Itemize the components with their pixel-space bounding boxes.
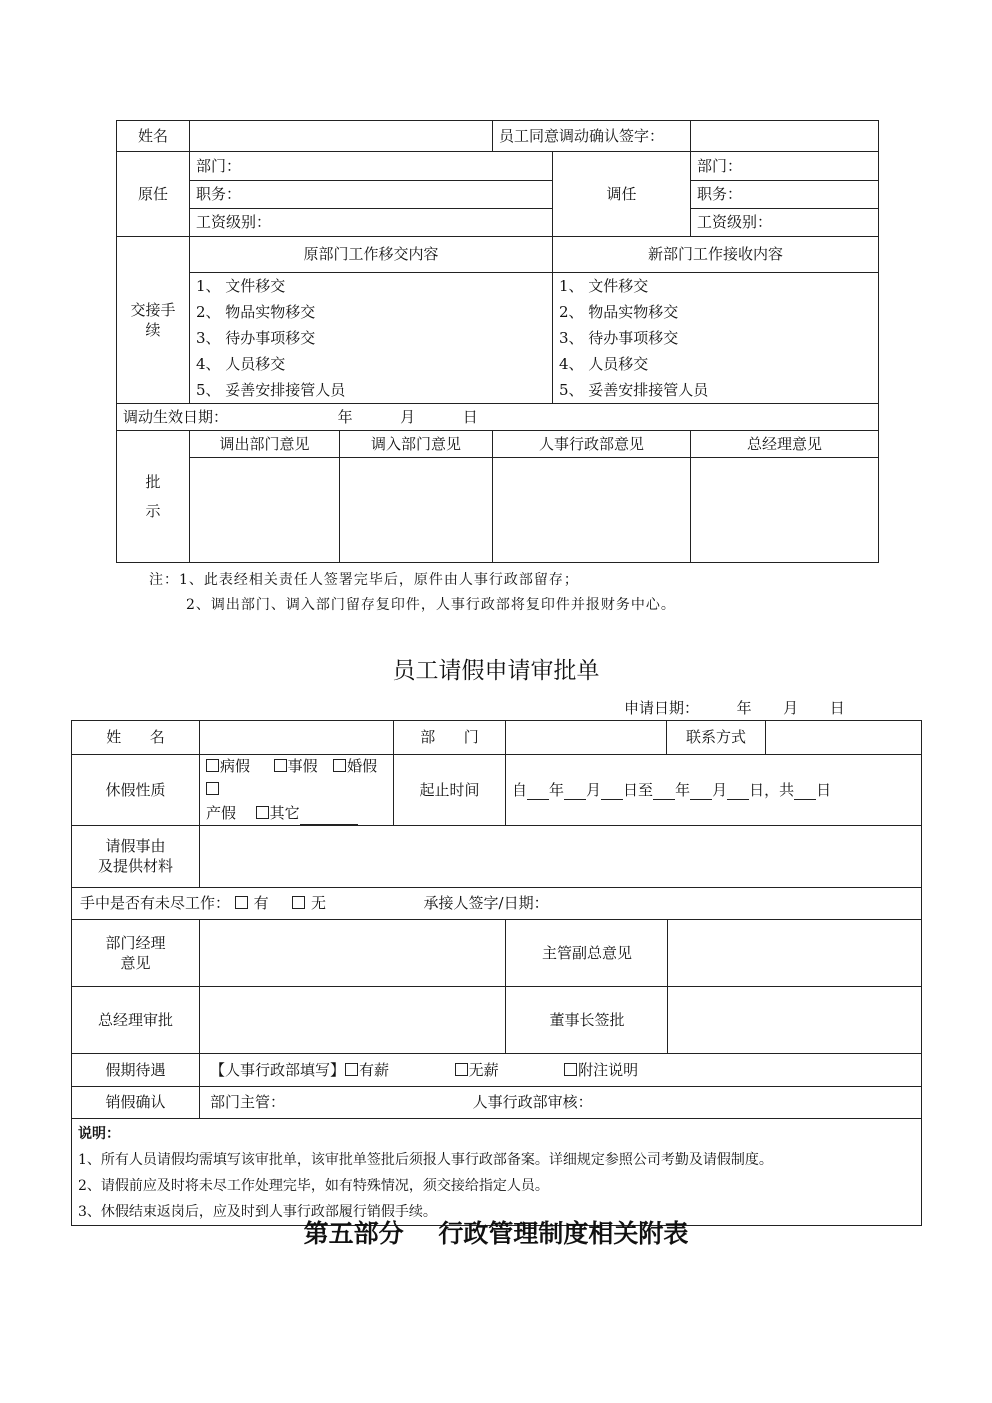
list-item: 4、 人员移交 [559,355,649,373]
checkbox-remark[interactable] [564,1063,577,1076]
leave-name-label: 姓 名 [72,721,200,755]
explanation-box [72,1118,922,1225]
cancel-label: 销假确认 [72,1086,200,1118]
leave-type-options: 病假 事假 婚假 产假 其它 [200,755,394,826]
new-position-field[interactable]: 职务： [691,181,878,209]
effective-date-label: 调动生效日期： [123,407,229,426]
opinion-in-header: 调入部门意见 [340,431,493,458]
checkbox-has[interactable] [235,896,248,909]
original-dept-field[interactable]: 部门： [190,153,552,181]
successor-label: 承接人签字/日期： [423,894,549,913]
orig-handover-title: 原部门工作移交内容 [190,237,553,273]
handover-label: 交接手 续 [117,237,190,404]
list-item: 1、 文件移交 [559,277,649,295]
transfer-note-2: 2、调出部门、调入部门留存复印件，人事行政部将复印件并报财务中心。 [186,597,676,613]
reason-label: 请假事由 及提供材料 [72,825,200,887]
checkbox-unpaid[interactable] [455,1063,468,1076]
chairman-label: 董事长签批 [505,987,668,1053]
checkbox[interactable] [206,759,219,772]
treatment-options: 【人事行政部填写】 有薪 无薪 附注说明 [200,1053,922,1086]
list-item: 3、 待办事项移交 [559,329,679,347]
treatment-label: 假期待遇 [72,1053,200,1086]
opinion-out-field[interactable] [190,458,340,563]
section-heading: 第五部分 行政管理制度相关附表 [303,1219,689,1248]
leave-dept-label: 部 门 [394,721,506,755]
opinion-in-field[interactable] [340,458,493,563]
checkbox[interactable] [206,782,219,795]
name-label: 姓名 [117,121,190,152]
leave-form-title: 员工请假申请审批单 [392,658,600,684]
period-label: 起止时间 [394,755,506,826]
name-field[interactable] [190,121,493,152]
opinion-gm-header: 总经理意见 [691,431,879,458]
new-dept-field[interactable]: 部门： [691,153,878,181]
original-post-fields [190,152,553,237]
list-item: 1、 文件移交 [196,277,286,295]
new-post-fields [691,152,879,237]
leave-name-field[interactable] [200,721,394,755]
list-item: 1、所有人员请假均需填写该审批单，该审批单签批后须报人事行政部备案。详细规定参照公司考勤及请假制度。 [78,1151,773,1168]
period-field[interactable]: 自 年 月 日至 年 月 日，共 日 [506,755,922,826]
new-handover-title: 新部门工作接收内容 [553,237,879,273]
list-item: 3、 待办事项移交 [196,329,316,347]
checkbox-none[interactable] [292,896,305,909]
original-post-label: 原任 [117,152,190,237]
transfer-note-1: 注：1、此表经相关责任人签署完毕后，原件由人事行政部留存； [149,572,579,588]
new-post-label: 调任 [553,152,691,237]
chairman-field[interactable] [668,986,922,1053]
checkbox-paid[interactable] [345,1063,358,1076]
reason-field[interactable] [200,825,922,887]
list-item: 2、 物品实物移交 [196,303,316,321]
opinion-gm-field[interactable] [691,458,879,563]
explain-title: 说明： [78,1125,120,1142]
approval-label: 批 示 [117,431,190,563]
leave-dept-field[interactable] [506,721,766,755]
list-item: 2、请假前应及时将未尽工作处理完毕，如有特殊情况，须交接给指定人员。 [78,1177,549,1194]
opinion-hr-field[interactable] [493,458,691,563]
gm-approval-label: 总经理审批 [72,986,200,1053]
opinion-hr-header: 人事行政部意见 [493,431,691,458]
list-item: 5、 妥善安排接管人员 [559,381,709,399]
new-handover-list [553,273,879,404]
consent-signature-field[interactable] [691,121,879,152]
consent-label: 员工同意调动确认签字： [493,121,691,152]
list-item: 2、 物品实物移交 [559,303,679,321]
leave-form-table [71,720,922,1226]
list-item: 4、 人员移交 [196,355,286,373]
list-item: 5、 妥善安排接管人员 [196,381,346,399]
checkbox[interactable] [333,759,346,772]
contact-field[interactable] [766,721,922,755]
deputy-gm-field[interactable] [668,919,922,986]
effective-date-row[interactable]: 调动生效日期： 年 月 日 [117,404,879,431]
transfer-form-table [116,120,879,563]
pending-work-row: 手中是否有未尽工作： 有 无 承接人签字/日期： [72,887,922,919]
leave-type-label: 休假性质 [72,755,200,826]
apply-date: 申请日期： 年 月 日 [624,699,845,717]
original-salary-field[interactable]: 工资级别： [196,212,272,231]
cancel-row[interactable]: 部门主管： 人事行政部审核： [200,1086,922,1118]
gm-approval-field[interactable] [200,986,668,1053]
checkbox[interactable] [274,759,287,772]
opinion-out-header: 调出部门意见 [190,431,340,458]
deputy-gm-label: 主管副总意见 [505,920,668,986]
checkbox[interactable] [256,806,269,819]
dept-manager-label: 部门经理 意见 [72,919,200,986]
other-input[interactable] [300,810,358,825]
original-position-field[interactable]: 职务： [190,181,552,209]
contact-label: 联系方式 [666,721,765,754]
dept-manager-field[interactable] [200,919,668,986]
list-item: 3、休假结束返岗后，应及时到人事行政部履行销假手续。 [78,1203,437,1220]
new-salary-field[interactable]: 工资级别： [697,212,773,231]
orig-handover-list [190,273,553,404]
